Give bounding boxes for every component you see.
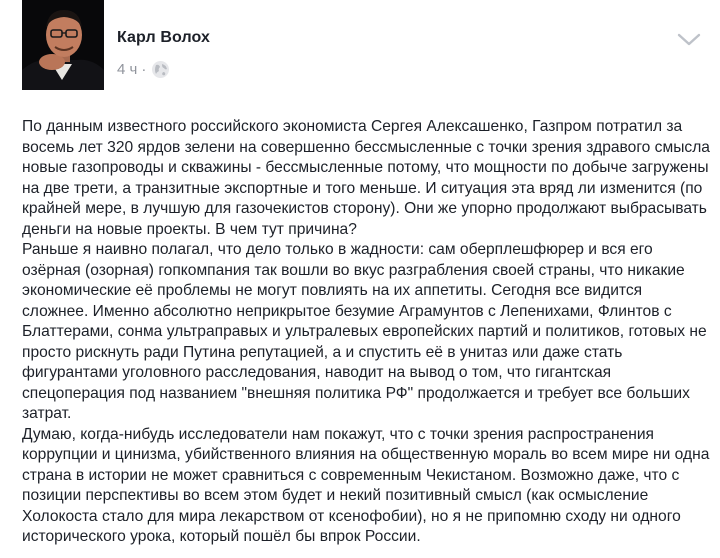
post-meta (117, 60, 170, 79)
post-paragraph: По данным известного российского экономиста Сергея Алексашенко, Газпром потратил за восемь лет 320 ярдов зелени на совершенно бессмысленные с точки зрения здравого смысла новые газопроводы и скважины - бессмысленные потому, что мощности по добыче загружены на две трети, а транзитные экспортные и того меньше. И ситуация эта вряд ли изменится (по крайней мере, в лучшую для газочекистов сторону). Они же упорно продолжают выбрасывать деньги на новые проекты. В чем тут причина? (22, 118, 710, 238)
post-paragraph: Раньше я наивно полагал, что дело только в жадности: сам оберплешфюрер и вся его озёрная (озорная) гопкомпания так вошли во вкус разграбления своей страны, что никакие экономические её проблемы не могут повлиять на их аппетиты. Сегодня все видится сложнее. Именно абсолютно неприкрытое безумие Аграмунтов с Лепенихами, Флинтов с Блаттерами, сонма ультраправых и ультралевых европейских партий и политиков, готовых не просто рискнуть ради Путина репутацией, а и спустить её в унитаз или даже стать фигурантами уголовного расследования, наводит на вывод о том, что гигантская спецоперация под названием "внешняя политика РФ" продолжается и требует все больших затрат. (22, 241, 707, 422)
post-body (22, 117, 712, 548)
chevron-down-icon[interactable] (676, 30, 702, 48)
avatar-photo (22, 0, 104, 90)
author-name[interactable]: Карл Волох (117, 29, 210, 46)
meta-separator: · (141, 61, 147, 78)
post-paragraph: Думаю, когда-нибудь исследователи нам покажут, что с точки зрения распространения коррупции и цинизма, убийственного влияния на общественную мораль во всем мире ни одна страна в истории не может сравниться с современным Чекистаном. Возможно даже, что с позиции перспективы во всем этом будет и некий позитивный смысл (как осмысление Холокоста стало для мира лекарством от ксенофобии), но я не припомню сходу ни одного исторического урока, который пошёл бы впрок России. (22, 425, 710, 545)
avatar[interactable] (22, 0, 104, 90)
post-time[interactable]: 4 ч (117, 61, 138, 78)
globe-icon[interactable] (151, 60, 170, 79)
